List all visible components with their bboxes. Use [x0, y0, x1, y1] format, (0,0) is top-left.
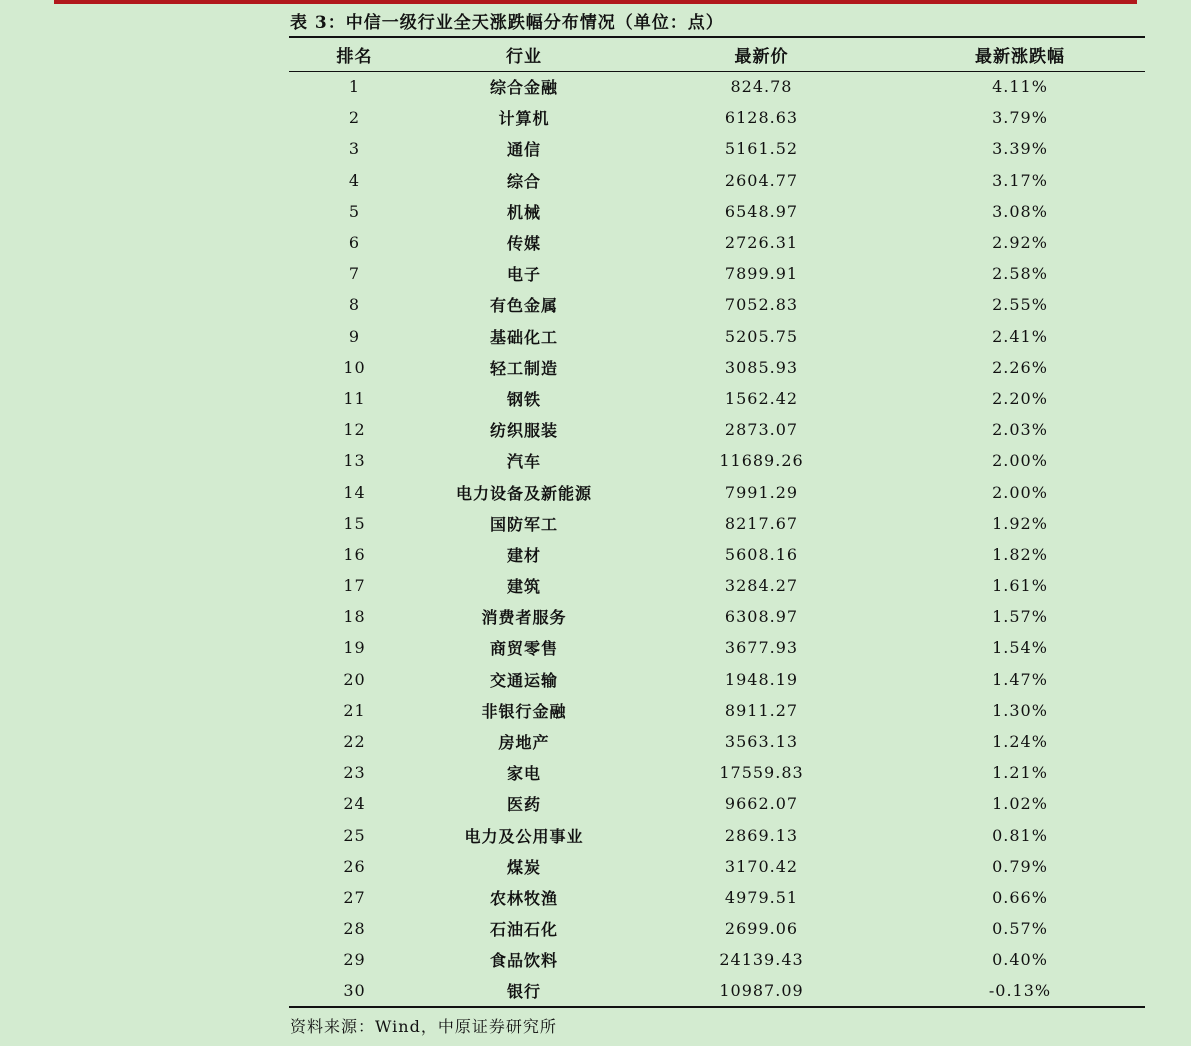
price-cell: 6308.97	[724, 607, 799, 627]
price-cell: 7899.91	[724, 264, 799, 284]
industry-cell: 轻工制造	[489, 358, 558, 378]
change-cell: 3.79%	[992, 108, 1048, 128]
table-row	[289, 695, 1145, 726]
table-row	[289, 321, 1145, 352]
industry-cell: 通信	[506, 140, 541, 160]
table-row	[289, 726, 1145, 757]
table-row	[289, 851, 1145, 882]
change-cell: 2.41%	[992, 326, 1048, 346]
table-row	[289, 882, 1145, 913]
table-row	[289, 508, 1145, 539]
rank-cell: 10	[343, 357, 366, 377]
industry-cell: 综合金融	[489, 78, 558, 98]
rank-cell: 25	[343, 825, 366, 845]
change-cell: 2.00%	[992, 451, 1048, 471]
rank-cell: 15	[343, 513, 366, 533]
rank-cell: 11	[343, 388, 366, 408]
source-note: 资料来源：Wind，中原证券研究所	[290, 1017, 557, 1036]
rank-cell: 9	[348, 326, 361, 346]
table-caption: 表 3：中信一级行业全天涨跌幅分布情况（单位：点）	[290, 13, 724, 33]
table-row	[289, 476, 1145, 507]
price-cell: 2869.13	[724, 825, 799, 845]
price-cell: 5608.16	[724, 544, 799, 564]
industry-cell: 食品饮料	[489, 951, 558, 971]
industry-cell: 银行	[420, 975, 628, 1006]
rank-cell: 13	[343, 451, 366, 471]
rank-cell: 4	[348, 170, 361, 190]
industry-cell: 钢铁	[506, 389, 541, 409]
change-cell: 3.17%	[992, 170, 1048, 190]
change-cell: -0.13%	[895, 975, 1145, 1006]
industry-cell: 计算机	[498, 109, 550, 129]
table-row	[289, 227, 1145, 258]
rank-cell: 19	[343, 638, 366, 658]
price-cell: 3085.93	[724, 357, 799, 377]
rank-cell: 5	[348, 201, 361, 221]
industry-cell: 建筑	[506, 577, 541, 597]
change-cell: 1.82%	[992, 544, 1048, 564]
change-cell: 1.24%	[992, 732, 1048, 752]
table-row	[289, 258, 1145, 289]
table-row	[289, 570, 1145, 601]
industry-cell: 机械	[506, 202, 541, 222]
rank-cell: 14	[343, 482, 366, 502]
price-cell: 7991.29	[724, 482, 799, 502]
rank-cell: 23	[343, 763, 366, 783]
change-cell: 1.57%	[992, 607, 1048, 627]
column-header-industry: 行业	[420, 37, 628, 71]
price-cell: 17559.83	[719, 763, 804, 783]
change-cell: 4.11%	[992, 77, 1048, 97]
change-cell: 3.39%	[992, 139, 1048, 159]
rank-cell: 26	[343, 856, 366, 876]
rank-cell: 24	[343, 794, 366, 814]
table-body	[289, 71, 1145, 1007]
industry-cell: 传媒	[506, 234, 541, 254]
table-row	[289, 289, 1145, 320]
change-cell: 0.81%	[992, 825, 1048, 845]
change-cell: 0.79%	[992, 856, 1048, 876]
rank-cell: 17	[343, 576, 366, 596]
table-row	[289, 196, 1145, 227]
change-cell: 1.30%	[992, 700, 1048, 720]
change-cell: 0.57%	[992, 919, 1048, 939]
table-row	[289, 757, 1145, 788]
change-cell: 3.08%	[992, 201, 1048, 221]
change-cell: 1.02%	[992, 794, 1048, 814]
price-cell: 2873.07	[724, 420, 799, 440]
table-row	[289, 383, 1145, 414]
industry-cell: 汽车	[506, 452, 541, 472]
price-cell: 2699.06	[724, 919, 799, 939]
table-row	[289, 165, 1145, 196]
change-cell: 2.55%	[992, 295, 1048, 315]
industry-cell: 电子	[506, 265, 541, 285]
industry-cell: 国防军工	[489, 514, 558, 534]
rank-cell: 30	[289, 975, 420, 1006]
price-cell: 5205.75	[724, 326, 799, 346]
column-header-price: 最新价	[628, 37, 895, 71]
change-cell: 1.61%	[992, 576, 1048, 596]
industry-cell: 房地产	[498, 733, 550, 753]
table-row	[289, 71, 1145, 102]
table-row	[289, 944, 1145, 975]
rank-cell: 2	[348, 108, 361, 128]
industry-cell: 农林牧渔	[489, 888, 558, 908]
change-cell: 2.58%	[992, 264, 1048, 284]
table-row	[289, 788, 1145, 819]
price-cell: 2604.77	[724, 170, 799, 190]
industry-cell: 综合	[506, 171, 541, 191]
change-cell: 1.47%	[992, 669, 1048, 689]
price-cell: 9662.07	[724, 794, 799, 814]
price-cell: 3170.42	[724, 856, 799, 876]
change-cell: 0.66%	[992, 887, 1048, 907]
price-cell: 10987.09	[628, 975, 895, 1006]
price-cell: 8217.67	[724, 513, 799, 533]
industry-cell: 电力设备及新能源	[455, 483, 592, 503]
price-cell: 8911.27	[724, 700, 799, 720]
table-row	[289, 664, 1145, 695]
table-row	[289, 601, 1145, 632]
industry-cell: 交通运输	[489, 670, 558, 690]
table-row	[289, 352, 1145, 383]
industry-cell: 有色金属	[489, 296, 558, 316]
table-row	[289, 632, 1145, 663]
change-cell: 2.00%	[992, 482, 1048, 502]
price-cell: 24139.43	[719, 950, 804, 970]
rank-cell: 3	[348, 139, 361, 159]
change-cell: 1.92%	[992, 513, 1048, 533]
rank-cell: 1	[348, 77, 361, 97]
industry-cell: 非银行金融	[481, 701, 567, 721]
change-cell: 1.54%	[992, 638, 1048, 658]
industry-cell: 医药	[506, 795, 541, 815]
price-cell: 6548.97	[724, 201, 799, 221]
table-row	[289, 133, 1145, 164]
change-cell: 2.92%	[992, 233, 1048, 253]
price-cell: 4979.51	[724, 887, 799, 907]
rank-cell: 22	[343, 732, 366, 752]
table-row	[289, 975, 1145, 1006]
table-header-row	[289, 37, 1145, 71]
change-cell: 2.26%	[992, 357, 1048, 377]
rank-cell: 12	[343, 420, 366, 440]
table-row	[289, 445, 1145, 476]
column-header-change: 最新涨跌幅	[895, 37, 1145, 71]
rank-cell: 20	[343, 669, 366, 689]
rank-cell: 27	[343, 887, 366, 907]
industry-cell: 建材	[506, 545, 541, 565]
table-row	[289, 414, 1145, 445]
change-cell: 0.40%	[992, 950, 1048, 970]
price-cell: 11689.26	[719, 451, 804, 471]
price-cell: 3563.13	[724, 732, 799, 752]
industry-cell: 石油石化	[489, 920, 558, 940]
rank-cell: 21	[343, 700, 366, 720]
rank-cell: 8	[348, 295, 361, 315]
price-cell: 7052.83	[724, 295, 799, 315]
price-cell: 2726.31	[724, 233, 799, 253]
rank-cell: 29	[343, 950, 366, 970]
rank-cell: 28	[343, 919, 366, 939]
price-cell: 824.78	[730, 77, 793, 97]
column-header-rank: 排名	[289, 37, 420, 71]
industry-cell: 电力及公用事业	[464, 826, 584, 846]
table-row	[289, 102, 1145, 133]
price-cell: 1948.19	[724, 669, 799, 689]
rank-cell: 18	[343, 607, 366, 627]
industry-cell: 基础化工	[489, 327, 558, 347]
industry-cell: 消费者服务	[481, 608, 567, 628]
industry-cell: 商贸零售	[489, 639, 558, 659]
table-row	[289, 539, 1145, 570]
price-cell: 3284.27	[724, 576, 799, 596]
change-cell: 1.21%	[992, 763, 1048, 783]
change-cell: 2.20%	[992, 388, 1048, 408]
industry-cell: 家电	[506, 764, 541, 784]
price-cell: 1562.42	[724, 388, 799, 408]
rank-cell: 16	[343, 544, 366, 564]
top-rule	[54, 0, 1137, 4]
industry-table	[289, 36, 1145, 1008]
rank-cell: 7	[348, 264, 361, 284]
rank-cell: 6	[348, 233, 361, 253]
table-row	[289, 913, 1145, 944]
price-cell: 3677.93	[724, 638, 799, 658]
price-cell: 5161.52	[724, 139, 799, 159]
table-row	[289, 820, 1145, 851]
price-cell: 6128.63	[724, 108, 799, 128]
industry-cell: 纺织服装	[489, 421, 558, 441]
industry-table-container	[289, 36, 1145, 1008]
industry-cell: 煤炭	[506, 857, 541, 877]
change-cell: 2.03%	[992, 420, 1048, 440]
